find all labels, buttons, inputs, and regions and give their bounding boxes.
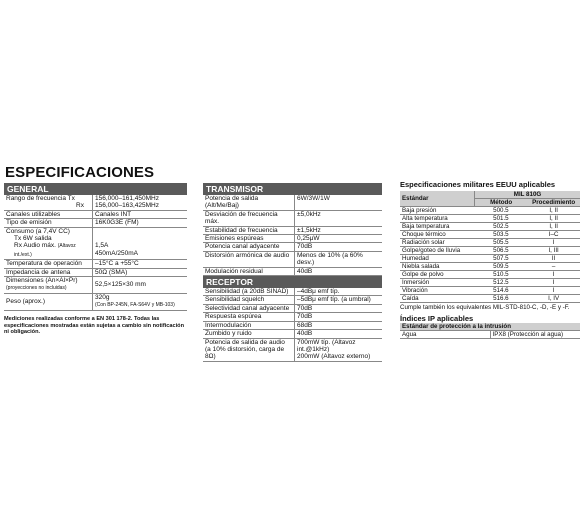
table-row: Niebla salada 509.5 –	[400, 263, 580, 271]
col-standard: Estándar	[400, 191, 475, 207]
table-row: Sensibilidad (a 20dB SINAD) –4dBμ emf típ.	[203, 288, 382, 296]
table-row: Golpe/goteo de lluvia 506.5 I, III	[400, 247, 580, 255]
receiver-table	[203, 288, 382, 362]
table-row: Modulación residual 40dB	[203, 267, 382, 275]
table-row: Humedad 507.5 II	[400, 255, 580, 263]
col-procedure: Procedimiento	[527, 199, 580, 207]
table-row: Consumo (a 7,4V CC) Tx 6W salida Rx Audio máx. (Altavoz int./ext.) 1,5A 450mA/250mA	[4, 227, 187, 260]
table-row: Baja temperatura 502.5 I, II	[400, 223, 580, 231]
table-row: Impedancia de antena 50Ω (SMA)	[4, 268, 187, 276]
table-row: Choque térmico 503.5 I–C	[400, 231, 580, 239]
table-row: Zumbido y ruido 40dB	[203, 330, 382, 338]
table-row: Distorsión armónica de audio Menos de 10% (a 60% desv.)	[203, 251, 382, 267]
table-header-row	[400, 191, 580, 199]
table-row: Peso (aprox.) 320g (Con BP-245N, FA-S64V y MB-103)	[4, 293, 187, 310]
footnote: Mediciones realizadas conforme a EN 301 178-2. Todas las especificaciones mostradas están sujetas a cambio sin notificación ni obligación.	[4, 316, 184, 336]
table-row: Potencia de salida (Alt/Me/Baj) 6W/3W/1W	[203, 195, 382, 210]
table-row: Rango de frecuencia Tx Rx 156,000–161,450MHz 156,000–163,425MHz	[4, 195, 187, 210]
table-row: Radiación solar 505.5 I	[400, 239, 580, 247]
table-row: Caída 516.6 I, IV	[400, 295, 580, 303]
table-row: Estabilidad de frecuencia ±1,5kHz	[203, 226, 382, 234]
table-row: Desviación de frecuencia máx. ±5,0kHz	[203, 210, 382, 226]
mil-spec-note: Cumple también los equivalentes MIL-STD-810-C, -D, -E y -F.	[400, 304, 570, 311]
table-row: Intermodulación 68dB	[203, 321, 382, 329]
table-row: Baja presión 500.5 I, II	[400, 207, 580, 215]
table-row: Agua IPX8 (Protección al agua)	[400, 331, 580, 339]
receiver-heading: RECEPTOR	[203, 276, 382, 288]
table-row: Dimensiones (An×Al×Pr) (proyecciones no incluidas) 52,5×125×30 mm	[4, 277, 187, 294]
general-table	[4, 195, 187, 311]
table-row: Golpe de polvo 510.5 I	[400, 271, 580, 279]
table-row: Respuesta espúrea 70dB	[203, 313, 382, 321]
general-heading: GENERAL	[4, 183, 187, 195]
ip-header: Estándar de protección a la intrusión	[400, 323, 580, 331]
table-row: Potencia de salida de audio (a 10% distorsión, carga de 8Ω) 700mW típ. (Altavoz int.@1kHz) 200mW (Altavoz externo)	[203, 338, 382, 361]
table-row: Potencia canal adyacente 70dB	[203, 243, 382, 251]
transmitter-table	[203, 195, 382, 276]
transmitter-heading: TRANSMISOR	[203, 183, 382, 195]
page-title: ESPECIFICACIONES	[5, 164, 155, 181]
military-spec-section	[400, 180, 580, 339]
transmitter-receiver-section	[203, 183, 382, 362]
ip-table	[400, 323, 580, 339]
general-section	[4, 183, 187, 311]
table-row: Canales utilizables Canales INT	[4, 210, 187, 218]
table-row: Temperatura de operación –15°C a +55°C	[4, 260, 187, 268]
table-header-row	[400, 323, 580, 331]
ip-title: Índices IP aplicables	[400, 314, 474, 323]
col-method: Método	[475, 199, 528, 207]
table-row: Alta temperatura 501.5 I, II	[400, 215, 580, 223]
mil-spec-title: Especificaciones militares EEUU aplicables	[400, 180, 556, 189]
table-row: Tipo de emisión 16K0G3E (FM)	[4, 219, 187, 227]
table-row: Emisiones espúreas 0,25μW	[203, 235, 382, 243]
mil-spec-table	[400, 191, 580, 303]
table-row: Inmersión 512.5 I	[400, 279, 580, 287]
table-row: Vibración 514.6 I	[400, 287, 580, 295]
col-group: MIL 810G	[475, 191, 581, 199]
table-row: Sensibilidad squelch –5dBμ emf típ. (a umbral)	[203, 296, 382, 304]
table-row: Selectividad canal adyacente 70dB	[203, 304, 382, 312]
